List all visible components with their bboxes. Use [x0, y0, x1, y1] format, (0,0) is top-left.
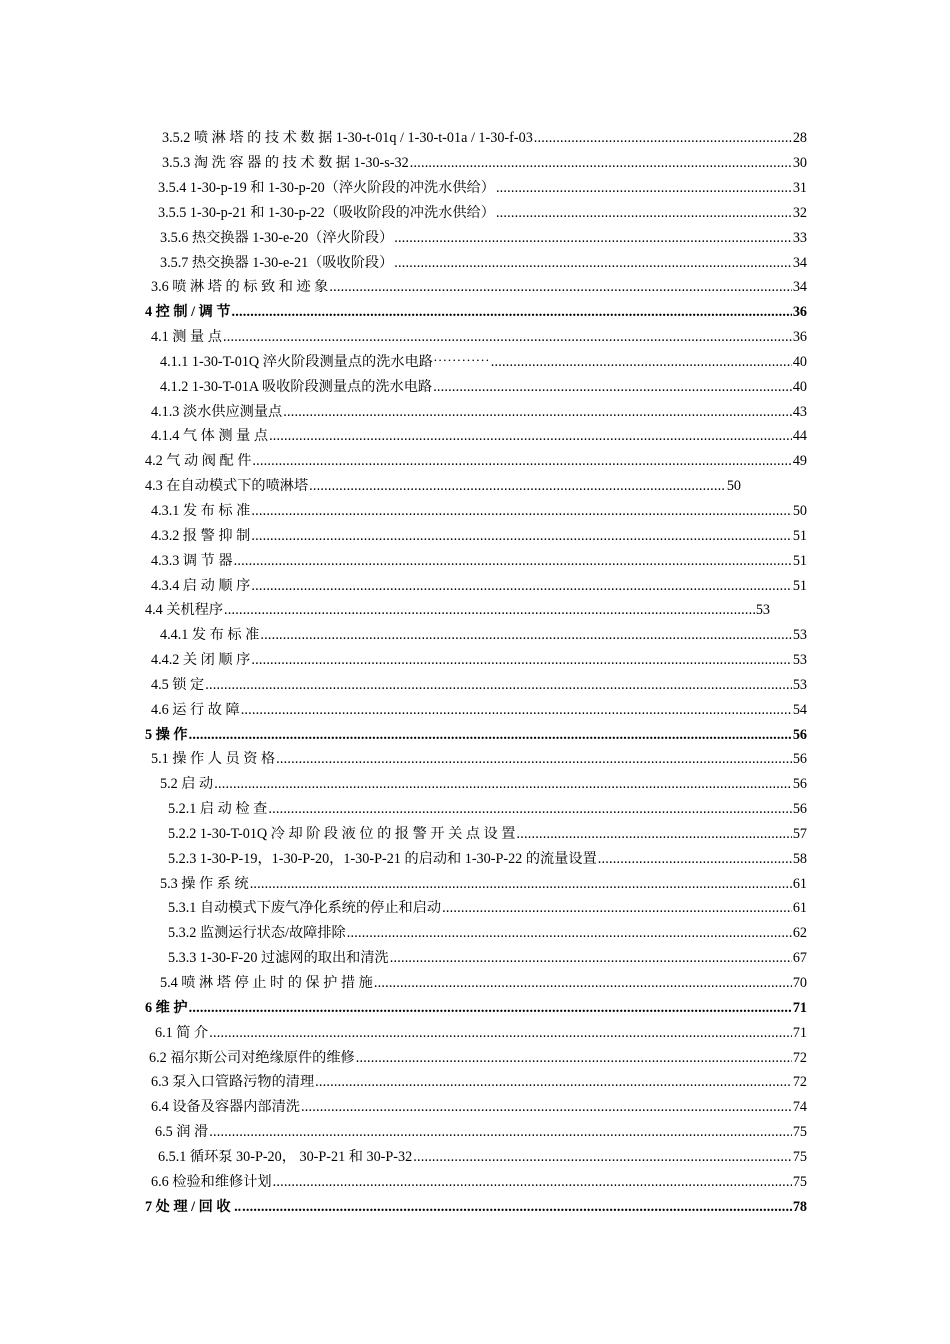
toc-entry-title: 3.5.5 1-30-p-21 和 1-30-p-22（吸收阶段的冲洗水供给）: [158, 204, 495, 221]
toc-page-number: 43: [792, 403, 807, 420]
toc-page-number: 32: [792, 204, 807, 221]
toc-leader-dots: [250, 877, 792, 891]
toc-leader-dots: [223, 330, 792, 344]
toc-entry[interactable]: [0, 697, 807, 722]
toc-leader-dots: [276, 752, 792, 766]
toc-page-number: 56: [792, 751, 807, 768]
toc-leader-dots: [496, 206, 792, 220]
toc-page-number: 33: [792, 229, 807, 246]
toc-page-number: 78: [792, 1198, 807, 1215]
toc-leader-dots: [374, 976, 792, 990]
toc-leader-dots: [205, 678, 792, 692]
toc-entry-title: 4.4 关机程序: [145, 602, 224, 619]
toc-entry[interactable]: [0, 946, 807, 971]
toc-entry[interactable]: [0, 648, 807, 673]
toc-entry-title: 4.6 运 行 故 障: [151, 701, 240, 718]
toc-leader-dots: [410, 156, 792, 170]
toc-page-number: 31: [792, 180, 807, 196]
toc-page-number: 51: [792, 552, 807, 569]
toc-entry[interactable]: [0, 325, 807, 350]
toc-entry-title: 4.1.4 气 体 测 量 点: [151, 428, 269, 445]
toc-entry-title: 6.1 简 介: [155, 1024, 209, 1041]
toc-entry-title: 3.5.6 热交换器 1-30-e-20（淬火阶段）: [160, 229, 394, 246]
toc-leader-dots: [283, 405, 792, 419]
toc-leader-dots: [394, 256, 792, 270]
toc-entry-title: 6.6 检验和维修计划: [151, 1173, 272, 1190]
toc-page-number: 61: [792, 875, 807, 892]
toc-entry[interactable]: [0, 846, 807, 871]
toc-entry[interactable]: [0, 1020, 807, 1045]
toc-entry-title: 4.4.2 关 闭 顺 序: [151, 652, 251, 669]
toc-entry-title: 3.5.3 淘 洗 容 器 的 技 术 数 据 1-30-s-32: [162, 155, 409, 172]
toc-page-number: 56: [792, 801, 807, 818]
toc-entry-title: 4.4.1 发 布 标 准: [160, 627, 260, 644]
toc-entry-title: 4.1.1 1-30-T-01Q 淬火阶段测量点的洗水电路⋯⋯⋯⋯: [160, 353, 490, 370]
toc-leader-dots: [269, 429, 792, 443]
toc-leader-dots: [394, 231, 792, 245]
toc-page-number: 53: [792, 652, 807, 669]
toc-leader-dots: [390, 951, 792, 965]
toc-entry-title: 4.3.3 调 节 器: [151, 552, 233, 569]
toc-page-number: 74: [792, 1099, 807, 1116]
toc-leader-dots: [242, 1200, 792, 1214]
toc-entry[interactable]: [0, 573, 807, 598]
toc-leader-dots: [413, 1150, 792, 1164]
toc-entry[interactable]: [0, 201, 807, 226]
toc-leader-dots: [224, 603, 755, 617]
toc-entry[interactable]: [0, 1095, 807, 1120]
toc-leader-dots: [356, 1051, 792, 1065]
toc-leader-dots: [251, 504, 791, 518]
toc-page-number: 40: [792, 353, 807, 370]
toc-leader-dots: [273, 1175, 792, 1189]
toc-leader-dots: [209, 1026, 792, 1040]
toc-entry[interactable]: [0, 722, 807, 747]
toc-entry[interactable]: [0, 747, 807, 772]
toc-page-number: 67: [792, 950, 807, 967]
toc-page-number: 50: [726, 478, 741, 495]
toc-entry[interactable]: [0, 424, 807, 449]
toc-entry[interactable]: [0, 871, 807, 896]
toc-page-number: 58: [792, 850, 807, 867]
toc-page-number: 34: [792, 279, 807, 296]
toc-leader-dots: [234, 554, 792, 568]
toc-entry[interactable]: [0, 399, 807, 424]
toc-entry[interactable]: [0, 474, 741, 499]
toc-entry[interactable]: [0, 449, 807, 474]
toc-entry-title: 5.2.1 启 动 检 查: [168, 801, 268, 818]
toc-entry[interactable]: [0, 896, 807, 921]
toc-page-number: 51: [792, 527, 807, 544]
toc-page-number: 53: [792, 676, 807, 693]
toc-page-number: 53: [755, 602, 770, 619]
toc-entry-title: 4.3 在自动模式下的喷淋塔: [145, 478, 309, 495]
toc-page-number: 28: [792, 130, 807, 147]
table-of-contents: [0, 126, 950, 1219]
toc-entry-title: 3.6 喷 淋 塔 的 标 致 和 迹 象: [151, 279, 329, 296]
toc-entry-title: 5.4 喷 淋 塔 停 止 时 的 保 护 措 施: [160, 975, 373, 991]
toc-page-number: 75: [792, 1124, 807, 1141]
toc-page-number: 36: [792, 304, 807, 321]
toc-entry-title: 6.4 设备及容器内部清洗: [151, 1099, 300, 1116]
toc-entry[interactable]: [0, 524, 807, 549]
toc-entry[interactable]: [0, 374, 807, 399]
toc-page-number: 50: [792, 502, 807, 519]
toc-entry-title: 6.5 润 滑: [155, 1124, 209, 1141]
toc-leader-dots: [251, 653, 791, 667]
toc-entry[interactable]: [0, 1120, 807, 1145]
toc-page-number: 57: [792, 825, 807, 842]
toc-entry[interactable]: [0, 1194, 807, 1219]
toc-entry[interactable]: [0, 176, 807, 201]
toc-entry[interactable]: [0, 548, 807, 573]
toc-page-number: 40: [792, 378, 807, 395]
toc-entry-title: 4.3.4 启 动 顺 序: [151, 577, 251, 594]
toc-entry-title: 6.5.1 循环泵 30-P-20， 30-P-21 和 30-P-32: [158, 1148, 413, 1165]
toc-page-number: 71: [792, 1024, 807, 1041]
toc-entry-title: 5.1 操 作 人 员 资 格: [151, 751, 276, 768]
toc-leader-dots: [241, 703, 792, 717]
toc-leader-dots: [442, 901, 792, 915]
toc-page-number: 44: [792, 428, 807, 445]
toc-leader-dots: [301, 1100, 792, 1114]
toc-entry-title: 4 控 制 / 调 节: [145, 304, 231, 321]
toc-entry[interactable]: [0, 971, 807, 996]
toc-entry-title: 5.2 启 动: [160, 776, 214, 793]
toc-entry[interactable]: [0, 250, 807, 275]
toc-entry-title: 5.3.3 1-30-F-20 过滤网的取出和清洗: [168, 950, 389, 967]
toc-entry-title: 4.1.3 淡水供应测量点: [151, 403, 283, 420]
toc-leader-dots: [496, 181, 792, 195]
toc-entry-title: 6.3 泵入口管路污物的清理: [151, 1074, 315, 1091]
toc-entry-title: 6.2 福尔斯公司对绝缘原件的维修: [149, 1049, 355, 1066]
toc-page-number: 70: [792, 975, 807, 991]
toc-entry-title: 4.2 气 动 阀 配 件: [145, 453, 252, 470]
toc-page-number: 61: [792, 900, 807, 917]
toc-entry-title: 5.3.2 监测运行状态/故障排除: [168, 925, 346, 942]
toc-entry-title: 4.5 锁 定: [151, 676, 205, 693]
toc-entry[interactable]: [0, 275, 807, 300]
toc-entry[interactable]: [0, 499, 807, 524]
toc-entry-title: 7 处 理 / 回 收 ..: [145, 1198, 242, 1215]
toc-entry[interactable]: [0, 822, 807, 847]
toc-leader-dots: [598, 852, 792, 866]
toc-leader-dots: [189, 1001, 792, 1015]
toc-entry[interactable]: [0, 598, 770, 623]
toc-page-number: 75: [792, 1148, 807, 1165]
toc-page-number: 49: [792, 453, 807, 470]
toc-entry[interactable]: [0, 225, 807, 250]
toc-leader-dots: [209, 1125, 792, 1139]
toc-page-number: 54: [792, 701, 807, 718]
toc-leader-dots: [329, 280, 791, 294]
toc-page-number: 56: [792, 776, 807, 793]
toc-entry[interactable]: [0, 1070, 807, 1095]
toc-entry-title: 5 操 作: [145, 726, 188, 743]
toc-entry-title: 5.2.3 1-30-P-19，1-30-P-20，1-30-P-21 的启动和 1-30-P-22 的流量设置: [168, 850, 597, 867]
toc-page-number: 36: [792, 329, 807, 346]
toc-leader-dots: [516, 827, 791, 841]
toc-entry[interactable]: [0, 996, 807, 1021]
toc-page-number: 62: [792, 925, 807, 942]
toc-entry[interactable]: [0, 797, 807, 822]
toc-entry[interactable]: [0, 151, 807, 176]
toc-leader-dots: [214, 777, 792, 791]
toc-leader-dots: [260, 628, 791, 642]
toc-entry-title: 4.3.1 发 布 标 准: [151, 502, 251, 519]
toc-entry[interactable]: [0, 126, 807, 151]
toc-leader-dots: [251, 579, 791, 593]
toc-entry-title: 5.2.2 1-30-T-01Q 冷 却 阶 段 液 位 的 报 警 开 关 点 设 置: [168, 825, 516, 842]
toc-leader-dots: [491, 355, 792, 369]
toc-leader-dots: [268, 802, 791, 816]
toc-page-number: 75: [792, 1173, 807, 1190]
toc-leader-dots: [252, 454, 791, 468]
toc-entry-title: 5.3 操 作 系 统: [160, 875, 249, 892]
toc-entry[interactable]: [0, 673, 807, 698]
toc-entry-title: 3.5.7 热交换器 1-30-e-21（吸收阶段）: [160, 254, 394, 271]
toc-page-number: 72: [792, 1074, 807, 1091]
toc-page-number: 56: [792, 726, 807, 743]
toc-leader-dots: [309, 479, 726, 493]
toc-page-number: 71: [792, 999, 807, 1016]
toc-page-number: 53: [792, 627, 807, 644]
toc-leader-dots: [347, 926, 792, 940]
toc-entry[interactable]: [0, 1045, 807, 1070]
toc-entry-title: 4.3.2 报 警 抑 制: [151, 527, 251, 544]
toc-entry[interactable]: [0, 300, 807, 325]
toc-entry[interactable]: [0, 772, 807, 797]
toc-entry-title: 6 维 护: [145, 999, 188, 1016]
toc-leader-dots: [534, 131, 792, 145]
toc-leader-dots: [433, 380, 792, 394]
toc-page-number: 72: [792, 1049, 807, 1066]
toc-leader-dots: [189, 728, 792, 742]
toc-entry-title: 4.1 测 量 点: [151, 329, 222, 346]
toc-leader-dots: [232, 305, 792, 319]
toc-entry[interactable]: [0, 623, 807, 648]
toc-entry[interactable]: [0, 1145, 807, 1170]
toc-entry-title: 5.3.1 自动模式下废气净化系统的停止和启动: [168, 900, 442, 917]
toc-entry[interactable]: [0, 350, 807, 375]
toc-entry[interactable]: [0, 1169, 807, 1194]
toc-entry-title: 3.5.2 喷 淋 塔 的 技 术 数 据 1-30-t-01q / 1-30-t-01a / 1-30-f-03: [162, 130, 533, 147]
toc-entry[interactable]: [0, 921, 807, 946]
toc-entry-title: 4.1.2 1-30-T-01A 吸收阶段测量点的洗水电路: [160, 378, 433, 395]
toc-leader-dots: [315, 1075, 792, 1089]
toc-page-number: 30: [792, 155, 807, 172]
toc-page-number: 51: [792, 577, 807, 594]
toc-leader-dots: [251, 529, 791, 543]
toc-entry-title: 3.5.4 1-30-p-19 和 1-30-p-20（淬火阶段的冲洗水供给）: [158, 180, 495, 196]
toc-page-number: 34: [792, 254, 807, 271]
